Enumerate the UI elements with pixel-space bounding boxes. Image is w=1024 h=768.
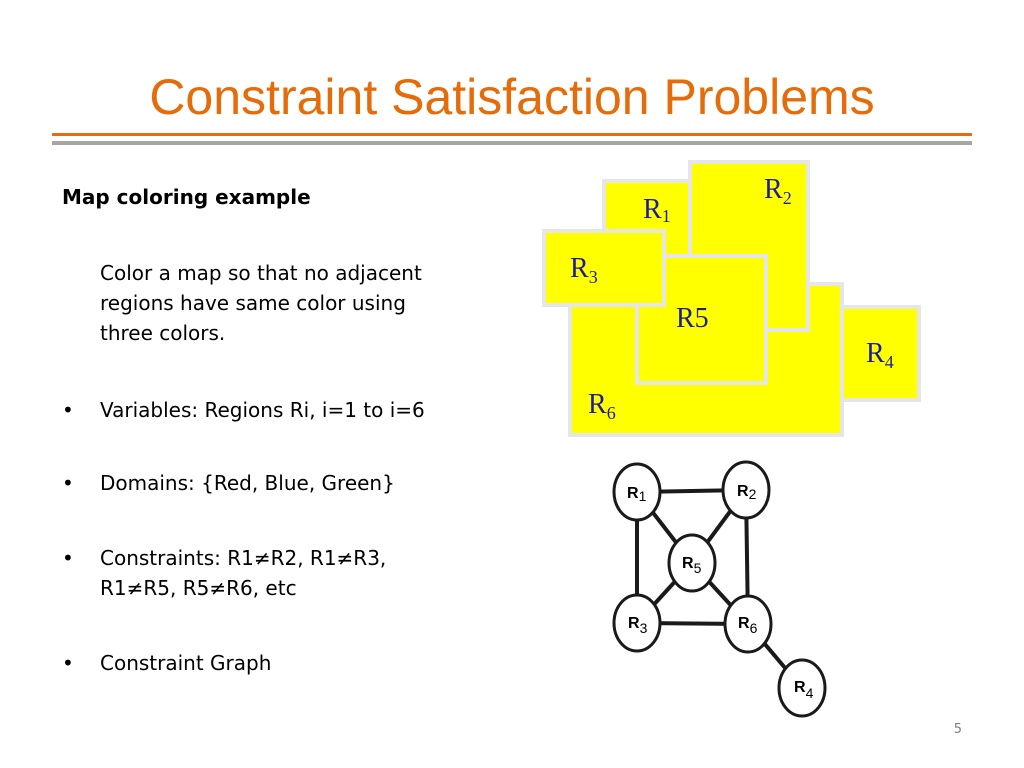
- map-regions: [544, 162, 919, 435]
- region-label-r2: $R_2$: [764, 174, 792, 208]
- node-label-r3: R3: [628, 615, 648, 636]
- page-number: 5: [953, 722, 962, 737]
- bullet-text: R1≠R5, R5≠R6, etc: [100, 576, 297, 600]
- intro-line: Color a map so that no adjacent: [100, 261, 422, 285]
- bullet-dot: •: [62, 651, 74, 675]
- bullet-dot: •: [62, 471, 74, 495]
- region-label-r1: R1: [643, 194, 671, 226]
- bullet-text: Constraint Graph: [100, 651, 272, 675]
- intro-line: regions have same color using: [100, 291, 406, 315]
- graph-edges: [637, 490, 802, 688]
- intro-line: three colors.: [100, 321, 226, 345]
- section-heading: Map coloring example: [62, 185, 311, 209]
- region-label-r3: $R_3$: [570, 253, 598, 287]
- node-label-r2: R2: [737, 483, 757, 502]
- node-label-r1: R1: [627, 485, 647, 504]
- bullet-dot: •: [62, 546, 74, 570]
- constraint-graph: [614, 462, 825, 716]
- bullet-text: Variables: Regions Ri, i=1 to i=6: [100, 398, 425, 422]
- region-label-r5: R5: [676, 303, 709, 334]
- node-label-r5: R5: [682, 555, 702, 576]
- region-r3: [544, 231, 664, 305]
- bullet-text: Domains: {Red, Blue, Green}: [100, 471, 395, 495]
- region-label-r4: $R_4$: [866, 338, 894, 372]
- bullet-dot: •: [62, 398, 74, 422]
- bullet-text: Constraints: R1≠R2, R1≠R3,: [100, 546, 387, 570]
- node-label-r6: R6: [738, 615, 758, 636]
- slide-title: Constraint Satisfaction Problems: [149, 69, 875, 125]
- node-label-r4: R4: [794, 679, 814, 701]
- region-label-r6: $R_6$: [588, 389, 616, 423]
